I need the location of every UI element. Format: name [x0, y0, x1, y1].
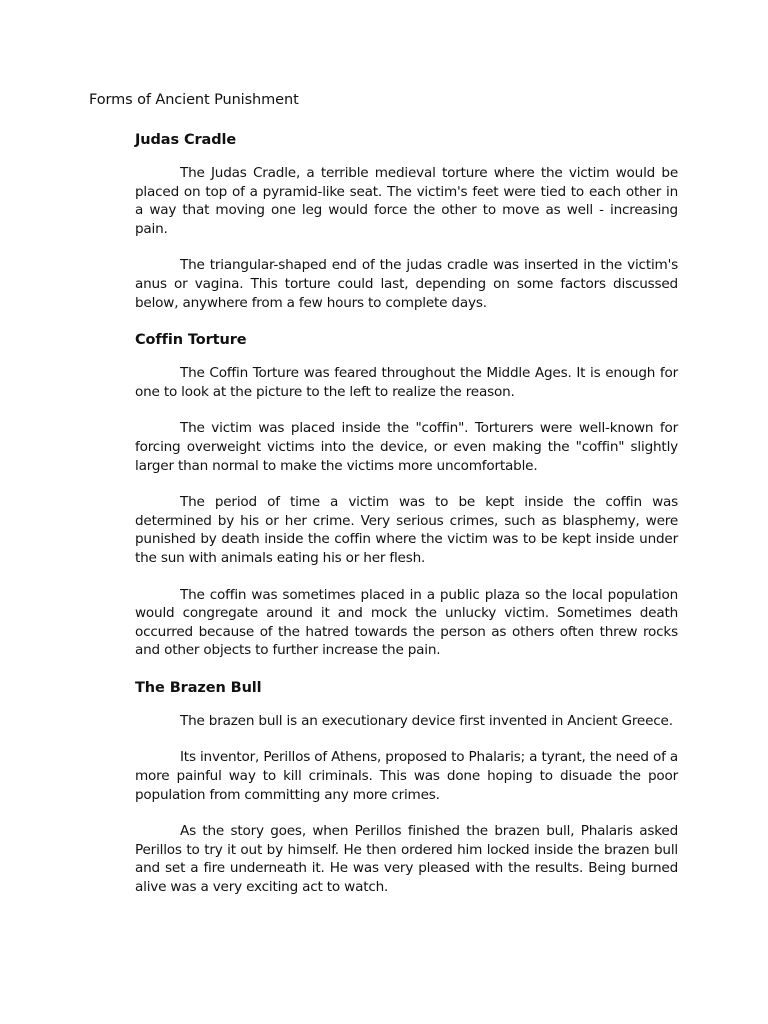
paragraph: The victim was placed inside the "coffin". Torturers were well-known for forcing overweight victims into the device, or even making the "coffin" slightly larger than normal to make the victims more uncomfortable. [135, 420, 678, 474]
paragraph: Its inventor, Perillos of Athens, proposed to Phalaris; a tyrant, the need of a more painful way to kill criminals. This was done hoping to disuade the poor population from committing any more crimes. [135, 749, 678, 803]
section-heading: Judas Cradle [135, 132, 237, 148]
document-title: Forms of Ancient Punishment [89, 92, 299, 108]
section-judas-cradle [135, 130, 678, 312]
section-heading: The Brazen Bull [135, 679, 262, 696]
paragraph: The triangular-shaped end of the judas cradle was inserted in the victim's anus or vagina. This torture could last, depending on some factors discussed below, anywhere from a few hours to complete days. [135, 257, 678, 311]
paragraph: The brazen bull is an executionary device first invented in Ancient Greece. [180, 712, 673, 729]
section-brazen-bull [135, 678, 678, 897]
section-coffin-torture [135, 330, 678, 660]
paragraph: The Coffin Torture was feared throughout the Middle Ages. It is enough for one to look at the picture to the left to realize the reason. [135, 365, 678, 400]
section-heading: Coffin Torture [135, 332, 247, 349]
document-body [135, 130, 678, 915]
paragraph: The coffin was sometimes placed in a public plaza so the local population would congregate around it and mock the unlucky victim. Sometimes death occurred because of the hatred towards the person as others often threw rocks and other objects to further increase the pain. [135, 586, 678, 659]
paragraph: The period of time a victim was to be kept inside the coffin was determined by his or her crime. Very serious crimes, such as blasphemy, were punished by death inside the coffin where the victim was to be kept inside under the sun with animals eating his or her flesh. [135, 494, 678, 566]
paragraph: As the story goes, when Perillos finished the brazen bull, Phalaris asked Perillos to try it out by himself. He then ordered him locked inside the brazen bull and set a fire underneath it. He was very pleased with the results. Being burned alive was a very exciting act to watch. [135, 823, 678, 896]
paragraph: The Judas Cradle, a terrible medieval torture where the victim would be placed on top of a pyramid-like seat. The victim's feet were tied to each other in a way that moving one leg would force the other to move as well - increasing pain. [135, 165, 678, 237]
